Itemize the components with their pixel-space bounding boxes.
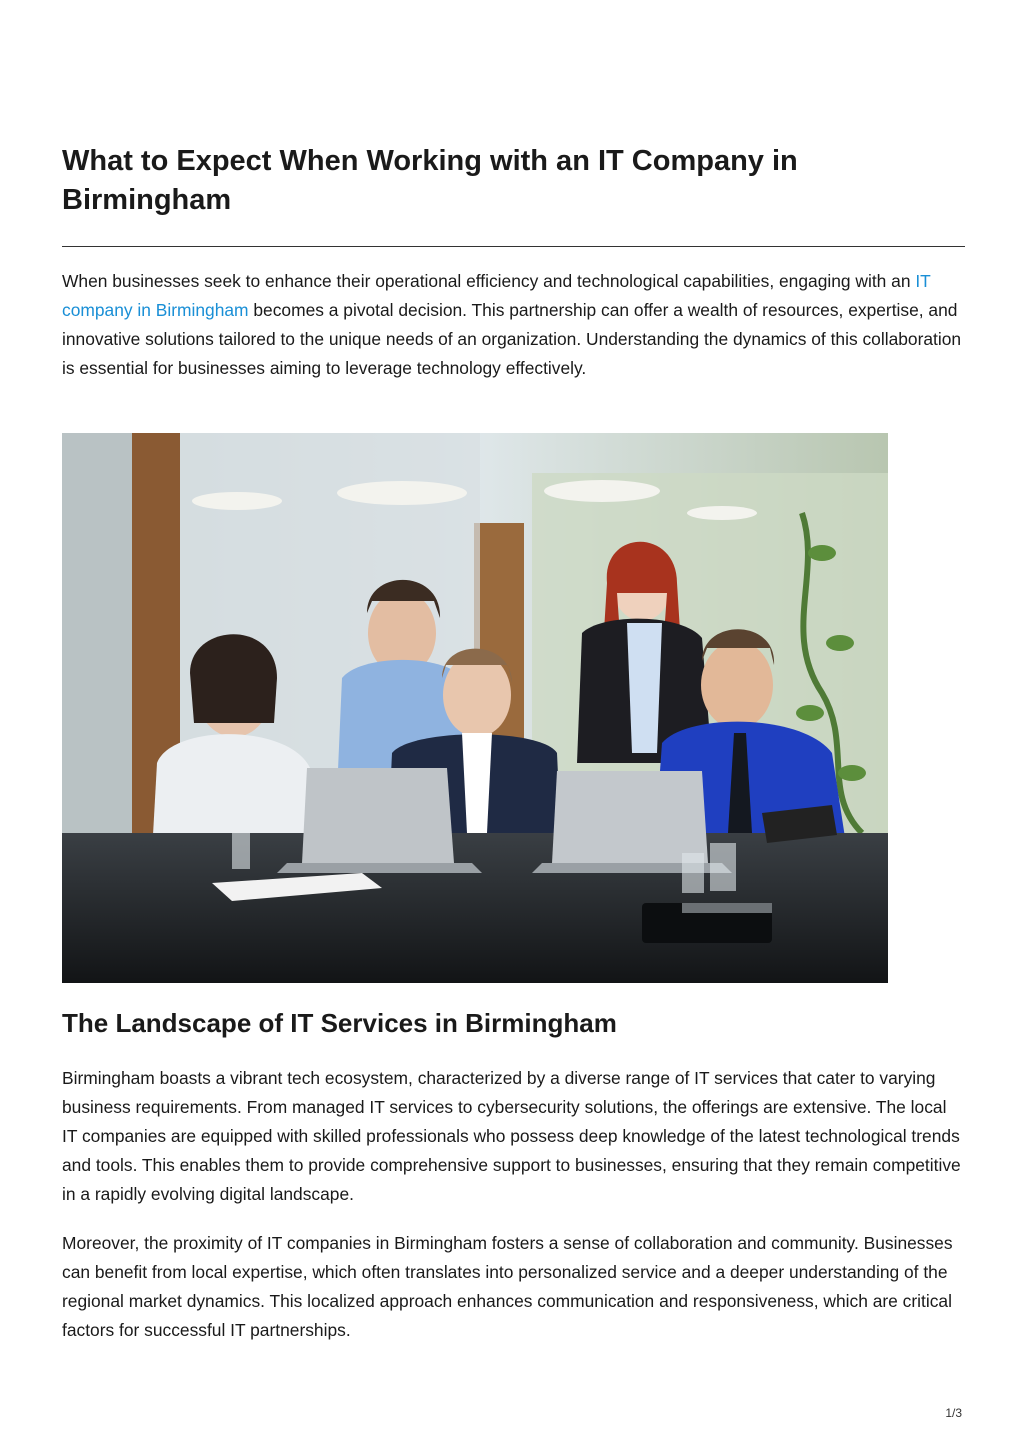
page-title: What to Expect When Working with an IT Company in Birmingham — [62, 145, 798, 216]
page-number: 1/3 — [945, 1406, 962, 1420]
title-divider — [62, 246, 965, 247]
office-meeting-photo — [62, 433, 888, 983]
section-heading: The Landscape of IT Services in Birmingham — [62, 1008, 617, 1038]
body-paragraph: Birmingham boasts a vibrant tech ecosystem, characterized by a diverse range of IT services that cater to varying business requirements. From managed IT services to cybersecurity solutions, the offerings are extensive. The local IT companies are equipped with skilled professionals who possess deep knowledge of the latest technological trends and tools. This enables them to provide comprehensive support to businesses, ensuring that they remain competitive in a rapidly evolving digital landscape. — [62, 1068, 961, 1204]
intro-text-before-link: When businesses seek to enhance their operational efficiency and technological capabilities, engaging with an — [62, 271, 916, 291]
body-paragraph: Moreover, the proximity of IT companies in Birmingham fosters a sense of collaboration and community. Businesses can benefit from local expertise, which often translates into personalized service and a deeper understanding of the regional market dynamics. This localized approach enhances communication and responsiveness, which are critical factors for successful IT partnerships. — [62, 1233, 953, 1340]
intro-text-after-link: becomes a pivotal decision. This partnership can offer a wealth of resources, expertise, and innovative solutions tailored to the unique needs of an organization. Understanding the dynamics of this collaboration is essential for businesses aiming to leverage technology effectively. — [62, 300, 962, 378]
intro-paragraph — [62, 267, 965, 383]
it-company-birmingham-link[interactable]: IT company in Birmingham — [62, 271, 931, 320]
